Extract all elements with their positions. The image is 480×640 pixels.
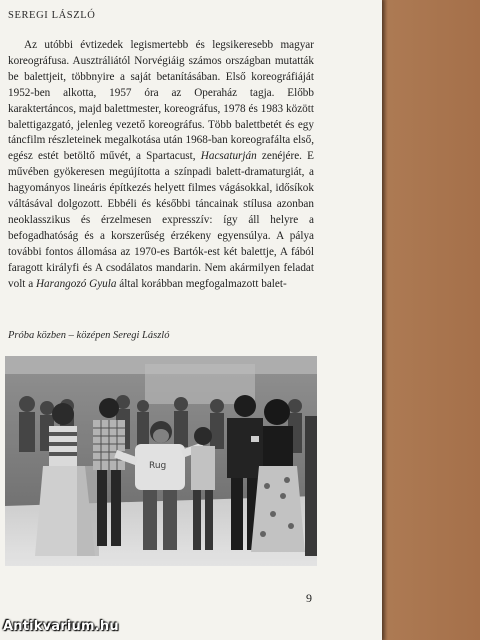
body-text-part: által korábban megfogalmazott balet- xyxy=(119,277,287,290)
body-text-part: zenéjére. E művében gyökeresen megújította a színpadi balett-dramaturgiát, a hagyományos lineáris építkezés helyett filmes vágásokkal, idősíkok váltásával dolgozott. Ebbéli és későbbi táncainak stílusa azonban neoklasszikus és érzelmesen expresszív: így áll helyre a befogadhatóság és a korszerűség érzékeny egyensúlya. A pálya további fontos állomása az 1970-es Bartók-est két balettje, A fából faragott királyfi és A csodálatos mandarin. Nem akármilyen feladat volt a xyxy=(8,150,314,290)
watermark-logo: Antikvarium.hu xyxy=(3,619,119,634)
photo-caption: Próba közben – középen Seregi László xyxy=(8,330,170,341)
page-edge-shadow xyxy=(382,0,388,640)
rehearsal-photo-illustration xyxy=(5,356,317,566)
person-name: Harangozó Gyula xyxy=(35,277,117,290)
composer-name: Hacsaturján xyxy=(200,150,257,163)
page-header: SEREGI LÁSZLÓ xyxy=(8,10,96,21)
body-paragraph xyxy=(8,38,314,293)
body-text-part: Az utóbbi évtizedek legismertebb és legsikeresebb magyar koreográfusa. Ausztráliától Norvégiáig számos országban mutatták be balettjeit, többnyire a saját betanításában. Első koreográfiáját 1952-ben alkotta, 1957 óra az Operaház tagja. Előbb karaktertáncos, majd balettmester, koreográfus, 1978 és 1983 között balettigazgató, jelenleg vezető koreográfus. Több balettbetét és egy táncfilm részleteinek megalkotása után 1968-ban koreografálta első, egész estét betöltő művét, a Spartacust, xyxy=(8,39,314,163)
page-number: 9 xyxy=(306,591,312,605)
shirt-lettering: Rug xyxy=(149,461,167,471)
rehearsal-photo xyxy=(5,356,317,566)
